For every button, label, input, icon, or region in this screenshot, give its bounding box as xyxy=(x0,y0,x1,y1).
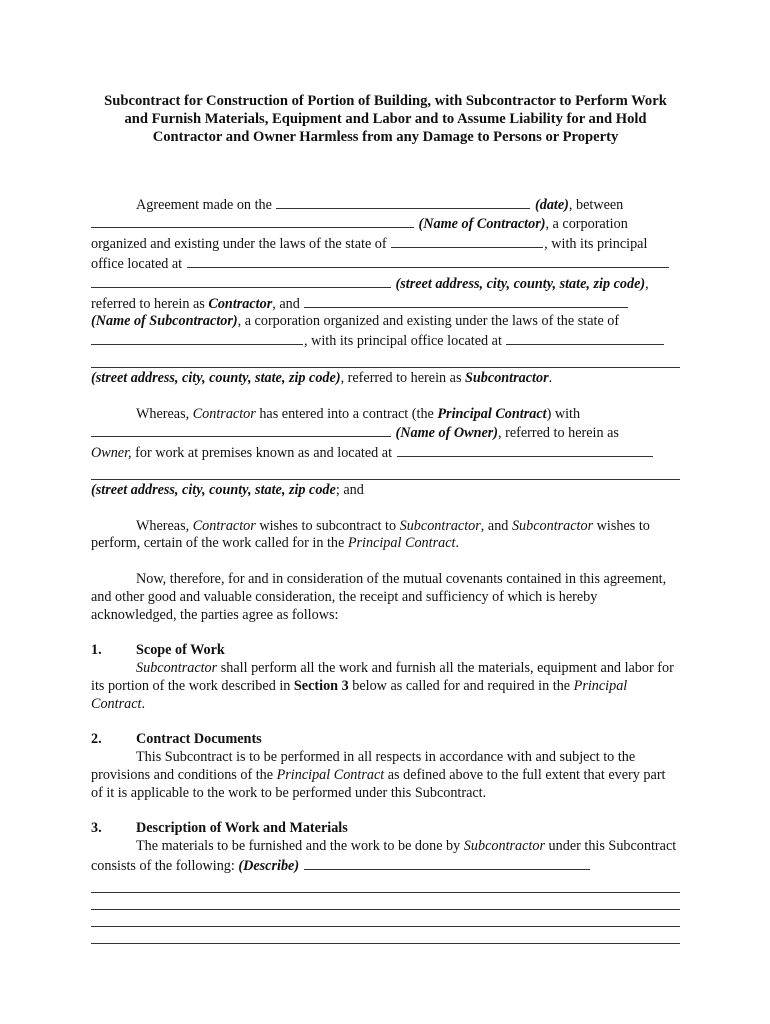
text: has entered into a contract (the xyxy=(259,405,434,422)
section-description-of-work xyxy=(91,820,680,943)
text: ) with xyxy=(546,405,581,422)
text: , and xyxy=(272,295,300,312)
owner-name-field[interactable] xyxy=(91,423,391,437)
text: for work at premises known as and located at xyxy=(135,445,393,462)
subcontractor-address-field[interactable] xyxy=(506,331,664,345)
description-line-2[interactable] xyxy=(91,893,680,910)
section-number: 1. xyxy=(91,642,102,659)
text: below as called for and required in the xyxy=(352,677,571,694)
address-label: (street address, city, county, state, zip code xyxy=(91,481,336,498)
principal-contract-term: Principal Contract xyxy=(437,405,547,422)
section-number: 2. xyxy=(91,731,102,748)
premises-address-field[interactable] xyxy=(397,443,653,457)
date-label: (date) xyxy=(535,196,569,213)
text: The materials to be furnished and the work to be done by xyxy=(136,837,461,854)
text: , referred to herein as xyxy=(498,425,619,442)
text: , a corporation organized and existing under the laws of the state of xyxy=(237,313,620,330)
text: Whereas, xyxy=(136,405,190,422)
subcontractor-address-line[interactable] xyxy=(91,351,680,368)
principal-contract-term: Principal Contract xyxy=(276,766,385,783)
text: , xyxy=(645,275,649,292)
text: as defined above to the full extent that every part of it is applicable to the work to be performed under this Subcontract. xyxy=(91,766,666,801)
whereas-owner-paragraph xyxy=(91,406,680,500)
section-scope-of-work xyxy=(91,642,680,713)
owner-term: Owner, xyxy=(91,445,132,462)
contractor-state-field[interactable] xyxy=(391,234,543,248)
description-line-1[interactable] xyxy=(91,876,680,893)
contractor-name-field[interactable] xyxy=(91,214,414,228)
section-heading: Scope of Work xyxy=(136,642,225,659)
subcontractor-term: Subcontractor xyxy=(136,659,218,676)
text: ; and xyxy=(335,481,364,498)
text: , between xyxy=(568,196,624,213)
text: , with its principal office located at xyxy=(91,236,648,272)
subcontractor-name-label: (Name of Subcontractor) xyxy=(91,313,238,330)
text: Whereas, xyxy=(136,517,190,534)
now-therefore-paragraph xyxy=(91,571,680,624)
text: . xyxy=(141,695,145,712)
now-therefore-text: Now, therefore, for and in consideration of the mutual covenants contained in this agreement, and other good and valuable consideration, the receipt and sufficiency of which is hereby acknowledged, the parties agree as follows: xyxy=(91,570,667,623)
owner-name-label: (Name of Owner) xyxy=(395,425,498,442)
date-field[interactable] xyxy=(276,195,530,209)
document-title: Subcontract for Construction of Portion of Building, with Subcontractor to Perform Work and Furnish Materials, Equipment and Labor and to Assume Liability for and Hold Contractor and Owner Harmless from any Damage to Persons or Property xyxy=(104,93,667,146)
text: , with its principal office located at xyxy=(304,333,502,350)
text: referred to herein as xyxy=(91,295,205,312)
subcontractor-term: Subcontractor xyxy=(463,837,545,854)
section-contract-documents xyxy=(91,731,680,802)
contractor-term: Contractor xyxy=(208,295,273,312)
principal-contract-term: Principal Contract xyxy=(91,677,628,712)
contractor-term: Contractor xyxy=(192,405,256,422)
document-page xyxy=(91,92,680,944)
agreement-paragraph xyxy=(91,195,680,388)
text: This Subcontract is to be performed in all respects in accordance with and subject to the provisions and conditions of the xyxy=(91,748,636,783)
text: . xyxy=(548,369,553,386)
subcontractor-term: Subcontractor xyxy=(511,517,594,534)
text: Agreement made on the xyxy=(136,196,272,213)
principal-contract-term: Principal Contract xyxy=(347,535,456,552)
address-label: (street address, city, county, state, zip code) xyxy=(91,369,341,386)
subcontractor-name-field[interactable] xyxy=(304,294,628,308)
subcontractor-term: Subcontractor xyxy=(465,369,549,386)
address-label: (street address, city, county, state, zip code) xyxy=(395,275,646,292)
contractor-term: Contractor xyxy=(192,517,256,534)
text: wishes to perform, certain of the work called for in the xyxy=(91,517,650,552)
section-reference: Section 3 xyxy=(293,677,349,694)
contractor-name-label: (Name of Contractor) xyxy=(418,216,546,233)
section-heading: Description of Work and Materials xyxy=(136,820,348,837)
text: shall perform all the work and furnish all the materials, equipment and labor for its portion of the work described in xyxy=(91,659,674,694)
description-field[interactable] xyxy=(304,856,590,870)
describe-label: (Describe) xyxy=(238,857,300,874)
text: under this Subcontract consists of the following: xyxy=(91,837,677,874)
whereas-subcontract-paragraph xyxy=(91,518,680,554)
text: , a corporation organized and existing under the laws of the state of xyxy=(91,216,628,253)
subcontractor-term: Subcontractor xyxy=(399,517,481,534)
section-number: 3. xyxy=(91,820,102,837)
subcontractor-state-field[interactable] xyxy=(91,331,303,345)
premises-address-line[interactable] xyxy=(91,463,680,480)
section-heading: Contract Documents xyxy=(136,731,262,748)
text: wishes to subcontract to xyxy=(259,517,397,534)
description-line-4[interactable] xyxy=(91,927,680,944)
contractor-address-field[interactable] xyxy=(187,254,669,268)
text: . xyxy=(455,535,459,552)
text: , referred to herein as xyxy=(340,369,462,386)
text: , and xyxy=(480,517,509,534)
description-line-3[interactable] xyxy=(91,910,680,927)
contractor-address-field-2[interactable] xyxy=(91,274,391,288)
